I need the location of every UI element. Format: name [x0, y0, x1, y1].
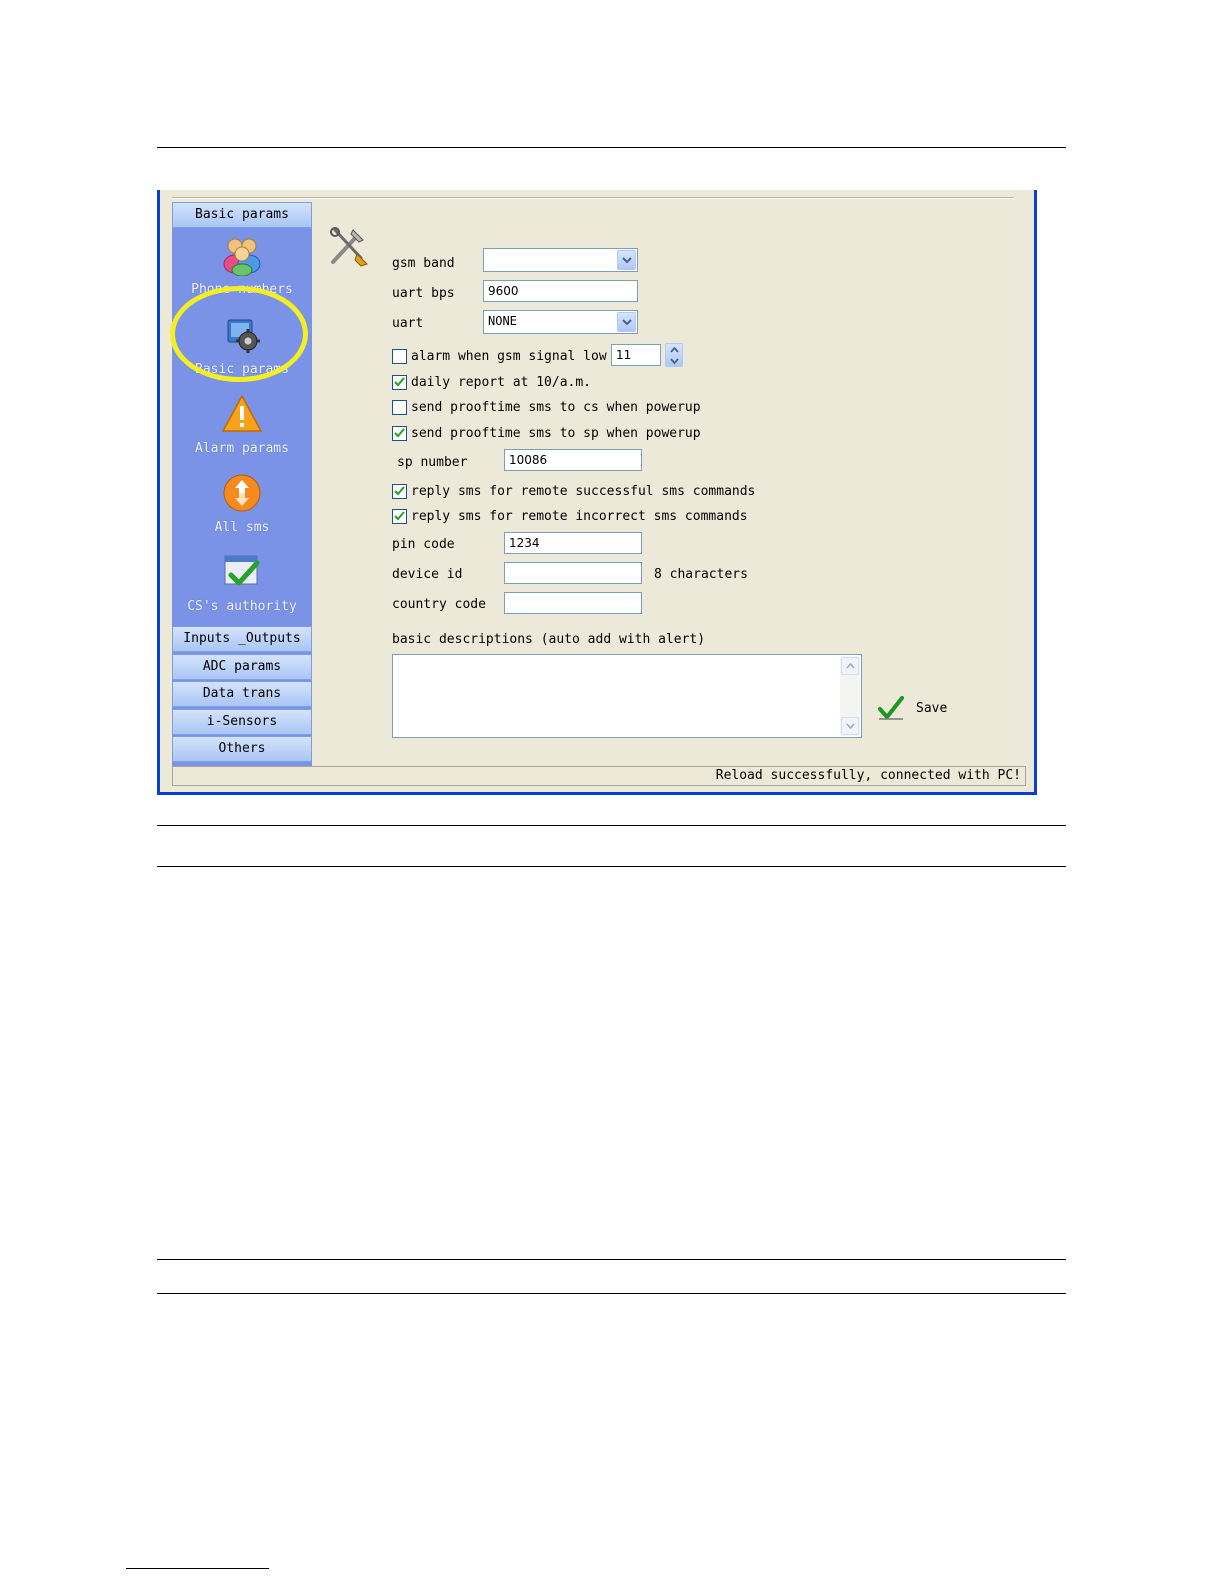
sidebar-item-cs-authority[interactable] [172, 551, 312, 614]
status-bar [172, 766, 1026, 786]
save-check-icon [878, 696, 904, 720]
descriptions-scrollbar[interactable] [840, 656, 860, 736]
spin-up-icon[interactable] [666, 344, 682, 355]
alarm-gsm-value-input[interactable]: 11 [611, 344, 661, 366]
device-id-hint: 8 characters [654, 567, 748, 582]
sidebar-section-inputs-outputs[interactable]: Inputs _Outputs [172, 626, 312, 652]
status-text: Reload successfully, connected with PC! [715, 768, 1021, 783]
reply-incorrect-label: reply sms for remote incorrect sms commands [411, 508, 748, 524]
chevron-down-icon[interactable] [617, 312, 636, 332]
scroll-down-icon[interactable] [841, 717, 859, 735]
reply-incorrect-checkbox-row[interactable] [392, 507, 748, 525]
prooftime-sp-checkbox-row[interactable] [392, 424, 701, 442]
country-code-input[interactable] [504, 592, 642, 614]
scroll-up-icon[interactable] [841, 657, 859, 675]
prooftime-sp-checkbox[interactable] [392, 426, 407, 441]
uart-label: uart [392, 316, 424, 331]
sidebar-section-adc-params[interactable]: ADC params [172, 654, 312, 680]
sidebar-item-label: Basic params [195, 362, 289, 377]
footnote-rule [126, 1568, 269, 1569]
alarm-gsm-checkbox[interactable] [392, 349, 407, 364]
uart-select[interactable] [483, 310, 638, 334]
sidebar-header-basic-params[interactable]: Basic params [172, 202, 312, 228]
check-icon [394, 511, 405, 521]
check-icon [394, 428, 405, 438]
check-icon [394, 486, 405, 496]
app-window [157, 190, 1037, 795]
uart-bps-input[interactable]: 9600 [483, 280, 638, 302]
uart-value: NONE [488, 314, 517, 328]
prooftime-cs-label: send prooftime sms to cs when powerup [411, 399, 701, 415]
country-code-label: country code [392, 597, 486, 612]
sidebar-item-phone-numbers[interactable] [172, 234, 312, 297]
prooftime-sp-label: send prooftime sms to sp when powerup [411, 425, 701, 441]
gsm-band-select[interactable] [483, 248, 638, 272]
sp-number-label: sp number [397, 455, 468, 470]
sidebar-item-alarm-params[interactable] [172, 393, 312, 456]
tools-icon [327, 224, 369, 268]
save-button[interactable] [878, 696, 947, 720]
sidebar-item-label: Phone numbers [191, 282, 293, 297]
alarm-gsm-label: alarm when gsm signal low [411, 348, 607, 364]
window-top-divider [172, 197, 1014, 199]
caption-rule-bottom [157, 866, 1066, 867]
sidebar-item-label: Alarm params [195, 441, 289, 456]
pin-code-label: pin code [392, 537, 455, 552]
section-rule-bottom [157, 1293, 1066, 1294]
uart-bps-label: uart bps [392, 286, 455, 301]
device-id-input[interactable] [504, 562, 642, 584]
caption-rule-top [157, 825, 1066, 826]
chevron-down-icon[interactable] [617, 250, 636, 270]
reply-success-checkbox-row[interactable] [392, 482, 755, 500]
daily-report-checkbox[interactable] [392, 375, 407, 390]
warning-icon [221, 393, 263, 435]
daily-report-checkbox-row[interactable] [392, 373, 591, 391]
gsm-band-label: gsm band [392, 256, 455, 271]
sidebar [172, 202, 312, 766]
sidebar-section-data-trans[interactable]: Data trans [172, 681, 312, 707]
descriptions-textarea[interactable] [392, 654, 862, 738]
pin-code-input[interactable]: 1234 [504, 532, 642, 554]
descriptions-label: basic descriptions (auto add with alert) [392, 632, 706, 647]
top-rule [157, 147, 1066, 148]
reply-success-label: reply sms for remote successful sms commands [411, 483, 756, 499]
save-label: Save [916, 700, 948, 716]
sms-arrows-icon [221, 472, 263, 514]
reply-incorrect-checkbox[interactable] [392, 509, 407, 524]
sidebar-item-label: All sms [214, 520, 270, 535]
check-icon [394, 377, 405, 387]
alarm-gsm-checkbox-row[interactable] [392, 347, 607, 365]
sidebar-section-others[interactable]: Others [172, 736, 312, 762]
reply-success-checkbox[interactable] [392, 484, 407, 499]
sidebar-item-all-sms[interactable] [172, 472, 312, 535]
users-icon [221, 234, 263, 276]
section-rule-top [157, 1259, 1066, 1260]
sp-number-input[interactable]: 10086 [504, 449, 642, 471]
spin-down-icon[interactable] [666, 355, 682, 366]
settings-gear-icon [221, 314, 263, 356]
device-id-label: device id [392, 567, 463, 582]
prooftime-cs-checkbox-row[interactable] [392, 398, 701, 416]
sidebar-section-i-sensors[interactable]: i-Sensors [172, 709, 312, 735]
alarm-gsm-spinner[interactable] [665, 343, 683, 367]
sidebar-item-basic-params[interactable] [172, 314, 312, 377]
sidebar-item-label: CS's authority [187, 599, 297, 614]
authority-check-icon [221, 551, 263, 593]
prooftime-cs-checkbox[interactable] [392, 400, 407, 415]
daily-report-label: daily report at 10/a.m. [411, 374, 592, 390]
